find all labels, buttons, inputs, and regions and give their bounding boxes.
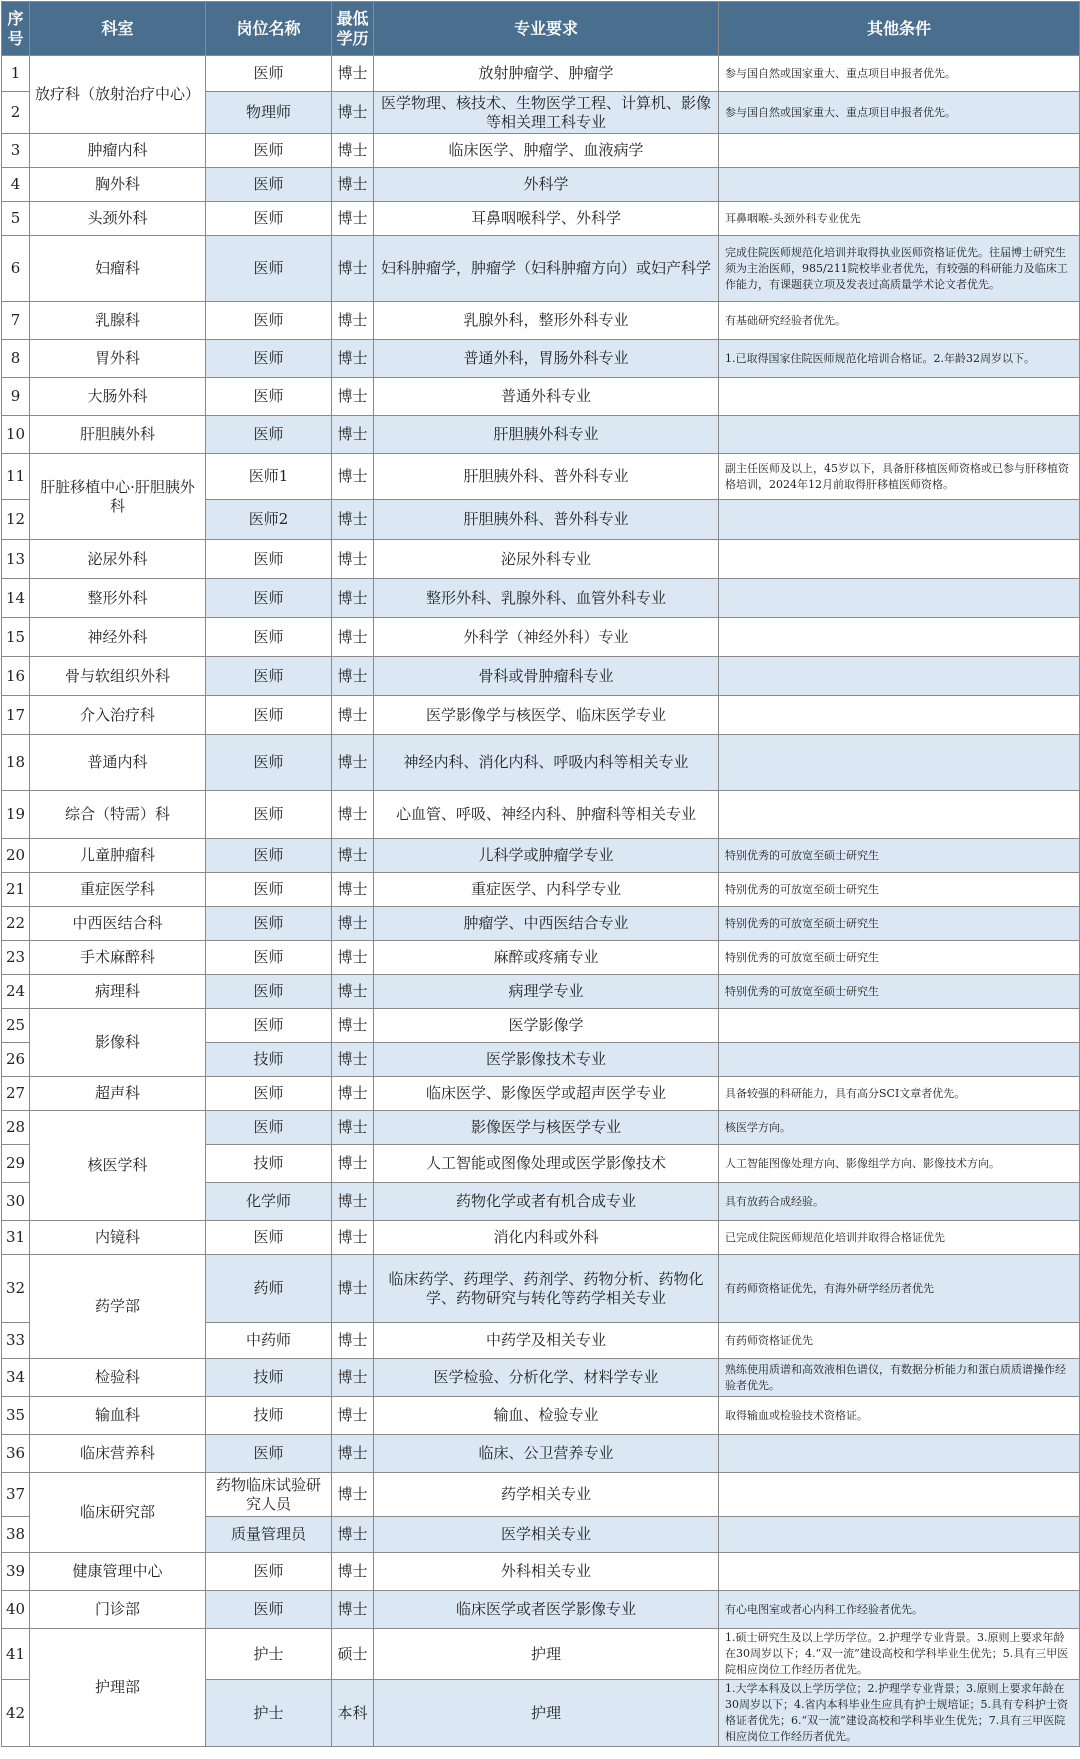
table-row [2,454,1080,500]
post-cell: 医师 [206,1591,332,1629]
other-cell [719,134,1080,168]
edu-cell: 博士 [332,579,374,618]
edu-cell: 博士 [332,340,374,378]
header-other: 其他条件 [719,2,1080,56]
dept-cell: 大肠外科 [30,378,206,416]
edu-cell: 博士 [332,1435,374,1473]
major-cell: 整形外科、乳腺外科、血管外科专业 [374,579,719,618]
other-cell [719,791,1080,839]
edu-cell: 博士 [332,1591,374,1629]
major-cell: 麻醉或疼痛专业 [374,941,719,975]
major-cell: 妇科肿瘤学，肿瘤学（妇科肿瘤方向）或妇产科学 [374,236,719,302]
major-cell: 肝胆胰外科专业 [374,416,719,454]
row-no: 20 [2,839,30,873]
table-row [2,1111,1080,1145]
post-cell: 质量管理员 [206,1517,332,1553]
major-cell: 临床、公卫营养专业 [374,1435,719,1473]
post-cell: 医师 [206,735,332,791]
row-no: 15 [2,618,30,657]
post-cell: 医师1 [206,454,332,500]
dept-cell: 手术麻醉科 [30,941,206,975]
edu-cell: 博士 [332,791,374,839]
row-no: 24 [2,975,30,1009]
table-row [2,1009,1080,1043]
dept-cell: 整形外科 [30,579,206,618]
major-cell: 临床医学、肿瘤学、血液病学 [374,134,719,168]
dept-cell: 胃外科 [30,340,206,378]
dept-cell: 介入治疗科 [30,696,206,735]
row-no: 16 [2,657,30,696]
post-cell: 护士 [206,1680,332,1747]
edu-cell: 本科 [332,1680,374,1747]
row-no: 10 [2,416,30,454]
edu-cell: 博士 [332,1145,374,1183]
edu-cell: 博士 [332,1077,374,1111]
table-row [2,873,1080,907]
edu-cell: 博士 [332,416,374,454]
edu-cell: 硕士 [332,1629,374,1680]
table-row [2,134,1080,168]
edu-cell: 博士 [332,941,374,975]
major-cell: 肿瘤学、中西医结合专业 [374,907,719,941]
recruitment-table [1,1,1080,1747]
other-cell [719,168,1080,202]
row-no: 4 [2,168,30,202]
edu-cell: 博士 [332,618,374,657]
major-cell: 泌尿外科专业 [374,540,719,579]
row-no: 19 [2,791,30,839]
table-row [2,1359,1080,1397]
major-cell: 医学检验、分析化学、材料学专业 [374,1359,719,1397]
major-cell: 外科学（神经外科）专业 [374,618,719,657]
edu-cell: 博士 [332,134,374,168]
table-row [2,907,1080,941]
dept-cell: 重症医学科 [30,873,206,907]
dept-cell: 肿瘤内科 [30,134,206,168]
other-cell: 熟练使用质谱和高效液相色谱仪，有数据分析能力和蛋白质质谱操作经验者优先。 [719,1359,1080,1397]
post-cell: 医师 [206,873,332,907]
row-no: 42 [2,1680,30,1747]
table-row [2,839,1080,873]
edu-cell: 博士 [332,168,374,202]
post-cell: 物理师 [206,92,332,134]
other-cell [719,1435,1080,1473]
major-cell: 护理 [374,1680,719,1747]
major-cell: 外科相关专业 [374,1553,719,1591]
table-row [2,657,1080,696]
post-cell: 医师 [206,1009,332,1043]
major-cell: 乳腺外科，整形外科专业 [374,302,719,340]
other-cell: 特别优秀的可放宽至硕士研究生 [719,907,1080,941]
row-no: 5 [2,202,30,236]
major-cell: 病理学专业 [374,975,719,1009]
table-row [2,1591,1080,1629]
major-cell: 儿科学或肿瘤学专业 [374,839,719,873]
post-cell: 技师 [206,1145,332,1183]
other-cell: 特别优秀的可放宽至硕士研究生 [719,873,1080,907]
other-cell: 具有放药合成经验。 [719,1183,1080,1221]
edu-cell: 博士 [332,500,374,540]
post-cell: 医师 [206,941,332,975]
post-cell: 医师 [206,1221,332,1255]
post-cell: 医师 [206,1077,332,1111]
table-row [2,302,1080,340]
post-cell: 医师 [206,579,332,618]
table-row [2,735,1080,791]
edu-cell: 博士 [332,1255,374,1323]
major-cell: 心血管、呼吸、神经内科、肿瘤科等相关专业 [374,791,719,839]
major-cell: 输血、检验专业 [374,1397,719,1435]
edu-cell: 博士 [332,378,374,416]
row-no: 14 [2,579,30,618]
row-no: 40 [2,1591,30,1629]
edu-cell: 博士 [332,1397,374,1435]
table-row [2,696,1080,735]
table-row [2,791,1080,839]
table-row [2,1255,1080,1323]
table-header-row [2,2,1080,56]
table-row [2,540,1080,579]
major-cell: 药物化学或者有机合成专业 [374,1183,719,1221]
post-cell: 医师 [206,657,332,696]
dept-cell: 泌尿外科 [30,540,206,579]
other-cell [719,1553,1080,1591]
edu-cell: 博士 [332,1359,374,1397]
row-no: 41 [2,1629,30,1680]
row-no: 27 [2,1077,30,1111]
table-row [2,1077,1080,1111]
other-cell: 1.已取得国家住院医师规范化培训合格证。2.年龄32周岁以下。 [719,340,1080,378]
other-cell: 核医学方向。 [719,1111,1080,1145]
edu-cell: 博士 [332,1473,374,1517]
other-cell: 已完成住院医师规范化培训并取得合格证优先 [719,1221,1080,1255]
row-no: 28 [2,1111,30,1145]
table-row [2,618,1080,657]
other-cell [719,1043,1080,1077]
table-row [2,56,1080,92]
other-cell: 有基础研究经验者优先。 [719,302,1080,340]
table-row [2,340,1080,378]
other-cell [719,657,1080,696]
post-cell: 医师 [206,416,332,454]
dept-cell: 头颈外科 [30,202,206,236]
edu-cell: 博士 [332,202,374,236]
table-row [2,1629,1080,1680]
post-cell: 化学师 [206,1183,332,1221]
table-row [2,1435,1080,1473]
row-no: 8 [2,340,30,378]
major-cell: 影像医学与核医学专业 [374,1111,719,1145]
row-no: 18 [2,735,30,791]
other-cell [719,735,1080,791]
dept-cell: 影像科 [30,1009,206,1077]
post-cell: 技师 [206,1397,332,1435]
major-cell: 医学影像学 [374,1009,719,1043]
post-cell: 医师 [206,378,332,416]
row-no: 22 [2,907,30,941]
row-no: 13 [2,540,30,579]
table-row [2,1397,1080,1435]
row-no: 38 [2,1517,30,1553]
major-cell: 护理 [374,1629,719,1680]
edu-cell: 博士 [332,975,374,1009]
row-no: 32 [2,1255,30,1323]
edu-cell: 博士 [332,92,374,134]
post-cell: 医师 [206,56,332,92]
major-cell: 重症医学、内科学专业 [374,873,719,907]
major-cell: 药学相关专业 [374,1473,719,1517]
dept-cell: 护理部 [30,1629,206,1747]
other-cell: 有药师资格证优先，有海外研学经历者优先 [719,1255,1080,1323]
dept-cell: 神经外科 [30,618,206,657]
post-cell: 医师 [206,168,332,202]
other-cell: 参与国自然或国家重大、重点项目申报者优先。 [719,92,1080,134]
post-cell: 医师 [206,1111,332,1145]
other-cell: 副主任医师及以上，45岁以下，具备肝移植医师资格或已参与肝移植资格培训，2024年12月前取得肝移植医师资格。 [719,454,1080,500]
dept-cell: 肝脏移植中心·肝胆胰外科 [30,454,206,540]
post-cell: 中药师 [206,1323,332,1359]
edu-cell: 博士 [332,454,374,500]
other-cell [719,1009,1080,1043]
major-cell: 肝胆胰外科、普外科专业 [374,500,719,540]
edu-cell: 博士 [332,302,374,340]
dept-cell: 综合（特需）科 [30,791,206,839]
post-cell: 药物临床试验研究人员 [206,1473,332,1517]
major-cell: 普通外科专业 [374,378,719,416]
table-row [2,1473,1080,1517]
other-cell: 有心电图室或者心内科工作经验者优先。 [719,1591,1080,1629]
major-cell: 医学影像技术专业 [374,1043,719,1077]
row-no: 26 [2,1043,30,1077]
edu-cell: 博士 [332,56,374,92]
row-no: 7 [2,302,30,340]
edu-cell: 博士 [332,1009,374,1043]
row-no: 36 [2,1435,30,1473]
major-cell: 普通外科，胃肠外科专业 [374,340,719,378]
row-no: 29 [2,1145,30,1183]
dept-cell: 儿童肿瘤科 [30,839,206,873]
post-cell: 医师 [206,302,332,340]
post-cell: 技师 [206,1043,332,1077]
table-row [2,579,1080,618]
table-row [2,975,1080,1009]
major-cell: 骨科或骨肿瘤科专业 [374,657,719,696]
table-row [2,236,1080,302]
table-row [2,1221,1080,1255]
row-no: 30 [2,1183,30,1221]
row-no: 11 [2,454,30,500]
other-cell: 特别优秀的可放宽至硕士研究生 [719,839,1080,873]
major-cell: 医学物理、核技术、生物医学工程、计算机、影像等相关理工科专业 [374,92,719,134]
header-edu: 最低学历 [332,2,374,56]
dept-cell: 内镜科 [30,1221,206,1255]
edu-cell: 博士 [332,1111,374,1145]
other-cell: 1.大学本科及以上学历学位；2.护理学专业背景；3.原则上要求年龄在30周岁以下；4.省内本科毕业生应具有护士规培证；5.具有专科护士资格证者优先；6.“双一流”建设高校和学科毕业生优先；7.具有三甲医院相应岗位工作经历者优先。 [719,1680,1080,1747]
major-cell: 医学相关专业 [374,1517,719,1553]
row-no: 33 [2,1323,30,1359]
dept-cell: 健康管理中心 [30,1553,206,1591]
edu-cell: 博士 [332,236,374,302]
row-no: 6 [2,236,30,302]
table-row [2,378,1080,416]
other-cell: 完成住院医师规范化培训并取得执业医师资格证优先。往届博士研究生须为主治医师，985/211院校毕业者优先，有较强的科研能力及临床工作能力，有课题获立项及发表过高质量学术论文者优先。 [719,236,1080,302]
row-no: 31 [2,1221,30,1255]
major-cell: 人工智能或图像处理或医学影像技术 [374,1145,719,1183]
post-cell: 医师 [206,236,332,302]
edu-cell: 博士 [332,1553,374,1591]
table-row [2,202,1080,236]
post-cell: 医师 [206,791,332,839]
major-cell: 中药学及相关专业 [374,1323,719,1359]
dept-cell: 胸外科 [30,168,206,202]
edu-cell: 博士 [332,907,374,941]
major-cell: 消化内科或外科 [374,1221,719,1255]
other-cell [719,1473,1080,1517]
dept-cell: 妇瘤科 [30,236,206,302]
post-cell: 医师 [206,340,332,378]
post-cell: 医师 [206,1553,332,1591]
major-cell: 医学影像学与核医学、临床医学专业 [374,696,719,735]
table-row [2,416,1080,454]
header-dept: 科室 [30,2,206,56]
header-no: 序号 [2,2,30,56]
other-cell [719,416,1080,454]
edu-cell: 博士 [332,540,374,579]
other-cell: 耳鼻咽喉-头颈外科专业优先 [719,202,1080,236]
other-cell: 特别优秀的可放宽至硕士研究生 [719,941,1080,975]
table-row [2,168,1080,202]
row-no: 17 [2,696,30,735]
row-no: 37 [2,1473,30,1517]
dept-cell: 肝胆胰外科 [30,416,206,454]
other-cell: 特别优秀的可放宽至硕士研究生 [719,975,1080,1009]
edu-cell: 博士 [332,1043,374,1077]
other-cell: 参与国自然或国家重大、重点项目申报者优先。 [719,56,1080,92]
other-cell [719,540,1080,579]
header-major: 专业要求 [374,2,719,56]
post-cell: 医师 [206,202,332,236]
other-cell: 取得输血或检验技术资格证。 [719,1397,1080,1435]
row-no: 21 [2,873,30,907]
edu-cell: 博士 [332,657,374,696]
post-cell: 医师 [206,696,332,735]
dept-cell: 乳腺科 [30,302,206,340]
other-cell [719,696,1080,735]
edu-cell: 博士 [332,839,374,873]
dept-cell: 临床研究部 [30,1473,206,1553]
edu-cell: 博士 [332,873,374,907]
other-cell: 1.硕士研究生及以上学历学位。2.护理学专业背景。3.原则上要求年龄在30周岁以下；4.“双一流”建设高校和学科毕业生优先；5.具有三甲医院相应岗位工作经历者优先。 [719,1629,1080,1680]
header-post: 岗位名称 [206,2,332,56]
post-cell: 医师 [206,134,332,168]
row-no: 35 [2,1397,30,1435]
row-no: 39 [2,1553,30,1591]
major-cell: 临床医学或者医学影像专业 [374,1591,719,1629]
dept-cell: 核医学科 [30,1111,206,1221]
dept-cell: 超声科 [30,1077,206,1111]
major-cell: 临床医学、影像医学或超声医学专业 [374,1077,719,1111]
post-cell: 护士 [206,1629,332,1680]
other-cell: 有药师资格证优先 [719,1323,1080,1359]
row-no: 3 [2,134,30,168]
dept-cell: 临床营养科 [30,1435,206,1473]
post-cell: 医师 [206,540,332,579]
post-cell: 医师 [206,839,332,873]
major-cell: 放射肿瘤学、肿瘤学 [374,56,719,92]
other-cell [719,1517,1080,1553]
edu-cell: 博士 [332,1517,374,1553]
other-cell [719,618,1080,657]
dept-cell: 中西医结合科 [30,907,206,941]
major-cell: 神经内科、消化内科、呼吸内科等相关专业 [374,735,719,791]
edu-cell: 博士 [332,1323,374,1359]
post-cell: 医师 [206,907,332,941]
table-row [2,941,1080,975]
row-no: 12 [2,500,30,540]
other-cell: 具备较强的科研能力，具有高分SCI文章者优先。 [719,1077,1080,1111]
edu-cell: 博士 [332,1183,374,1221]
other-cell [719,579,1080,618]
dept-cell: 普通内科 [30,735,206,791]
other-cell [719,500,1080,540]
table-row [2,1553,1080,1591]
post-cell: 医师 [206,618,332,657]
post-cell: 医师2 [206,500,332,540]
dept-cell: 病理科 [30,975,206,1009]
major-cell: 耳鼻咽喉科学、外科学 [374,202,719,236]
edu-cell: 博士 [332,1221,374,1255]
post-cell: 医师 [206,1435,332,1473]
dept-cell: 药学部 [30,1255,206,1359]
major-cell: 临床药学、药理学、药剂学、药物分析、药物化学、药物研究与转化等药学相关专业 [374,1255,719,1323]
row-no: 23 [2,941,30,975]
dept-cell: 骨与软组织外科 [30,657,206,696]
row-no: 34 [2,1359,30,1397]
edu-cell: 博士 [332,696,374,735]
dept-cell: 放疗科（放射治疗中心） [30,56,206,134]
post-cell: 医师 [206,975,332,1009]
major-cell: 外科学 [374,168,719,202]
post-cell: 药师 [206,1255,332,1323]
post-cell: 技师 [206,1359,332,1397]
dept-cell: 检验科 [30,1359,206,1397]
row-no: 1 [2,56,30,92]
row-no: 25 [2,1009,30,1043]
dept-cell: 门诊部 [30,1591,206,1629]
other-cell: 人工智能图像处理方向、影像组学方向、影像技术方向。 [719,1145,1080,1183]
dept-cell: 输血科 [30,1397,206,1435]
other-cell [719,378,1080,416]
edu-cell: 博士 [332,735,374,791]
major-cell: 肝胆胰外科、普外科专业 [374,454,719,500]
row-no: 9 [2,378,30,416]
row-no: 2 [2,92,30,134]
